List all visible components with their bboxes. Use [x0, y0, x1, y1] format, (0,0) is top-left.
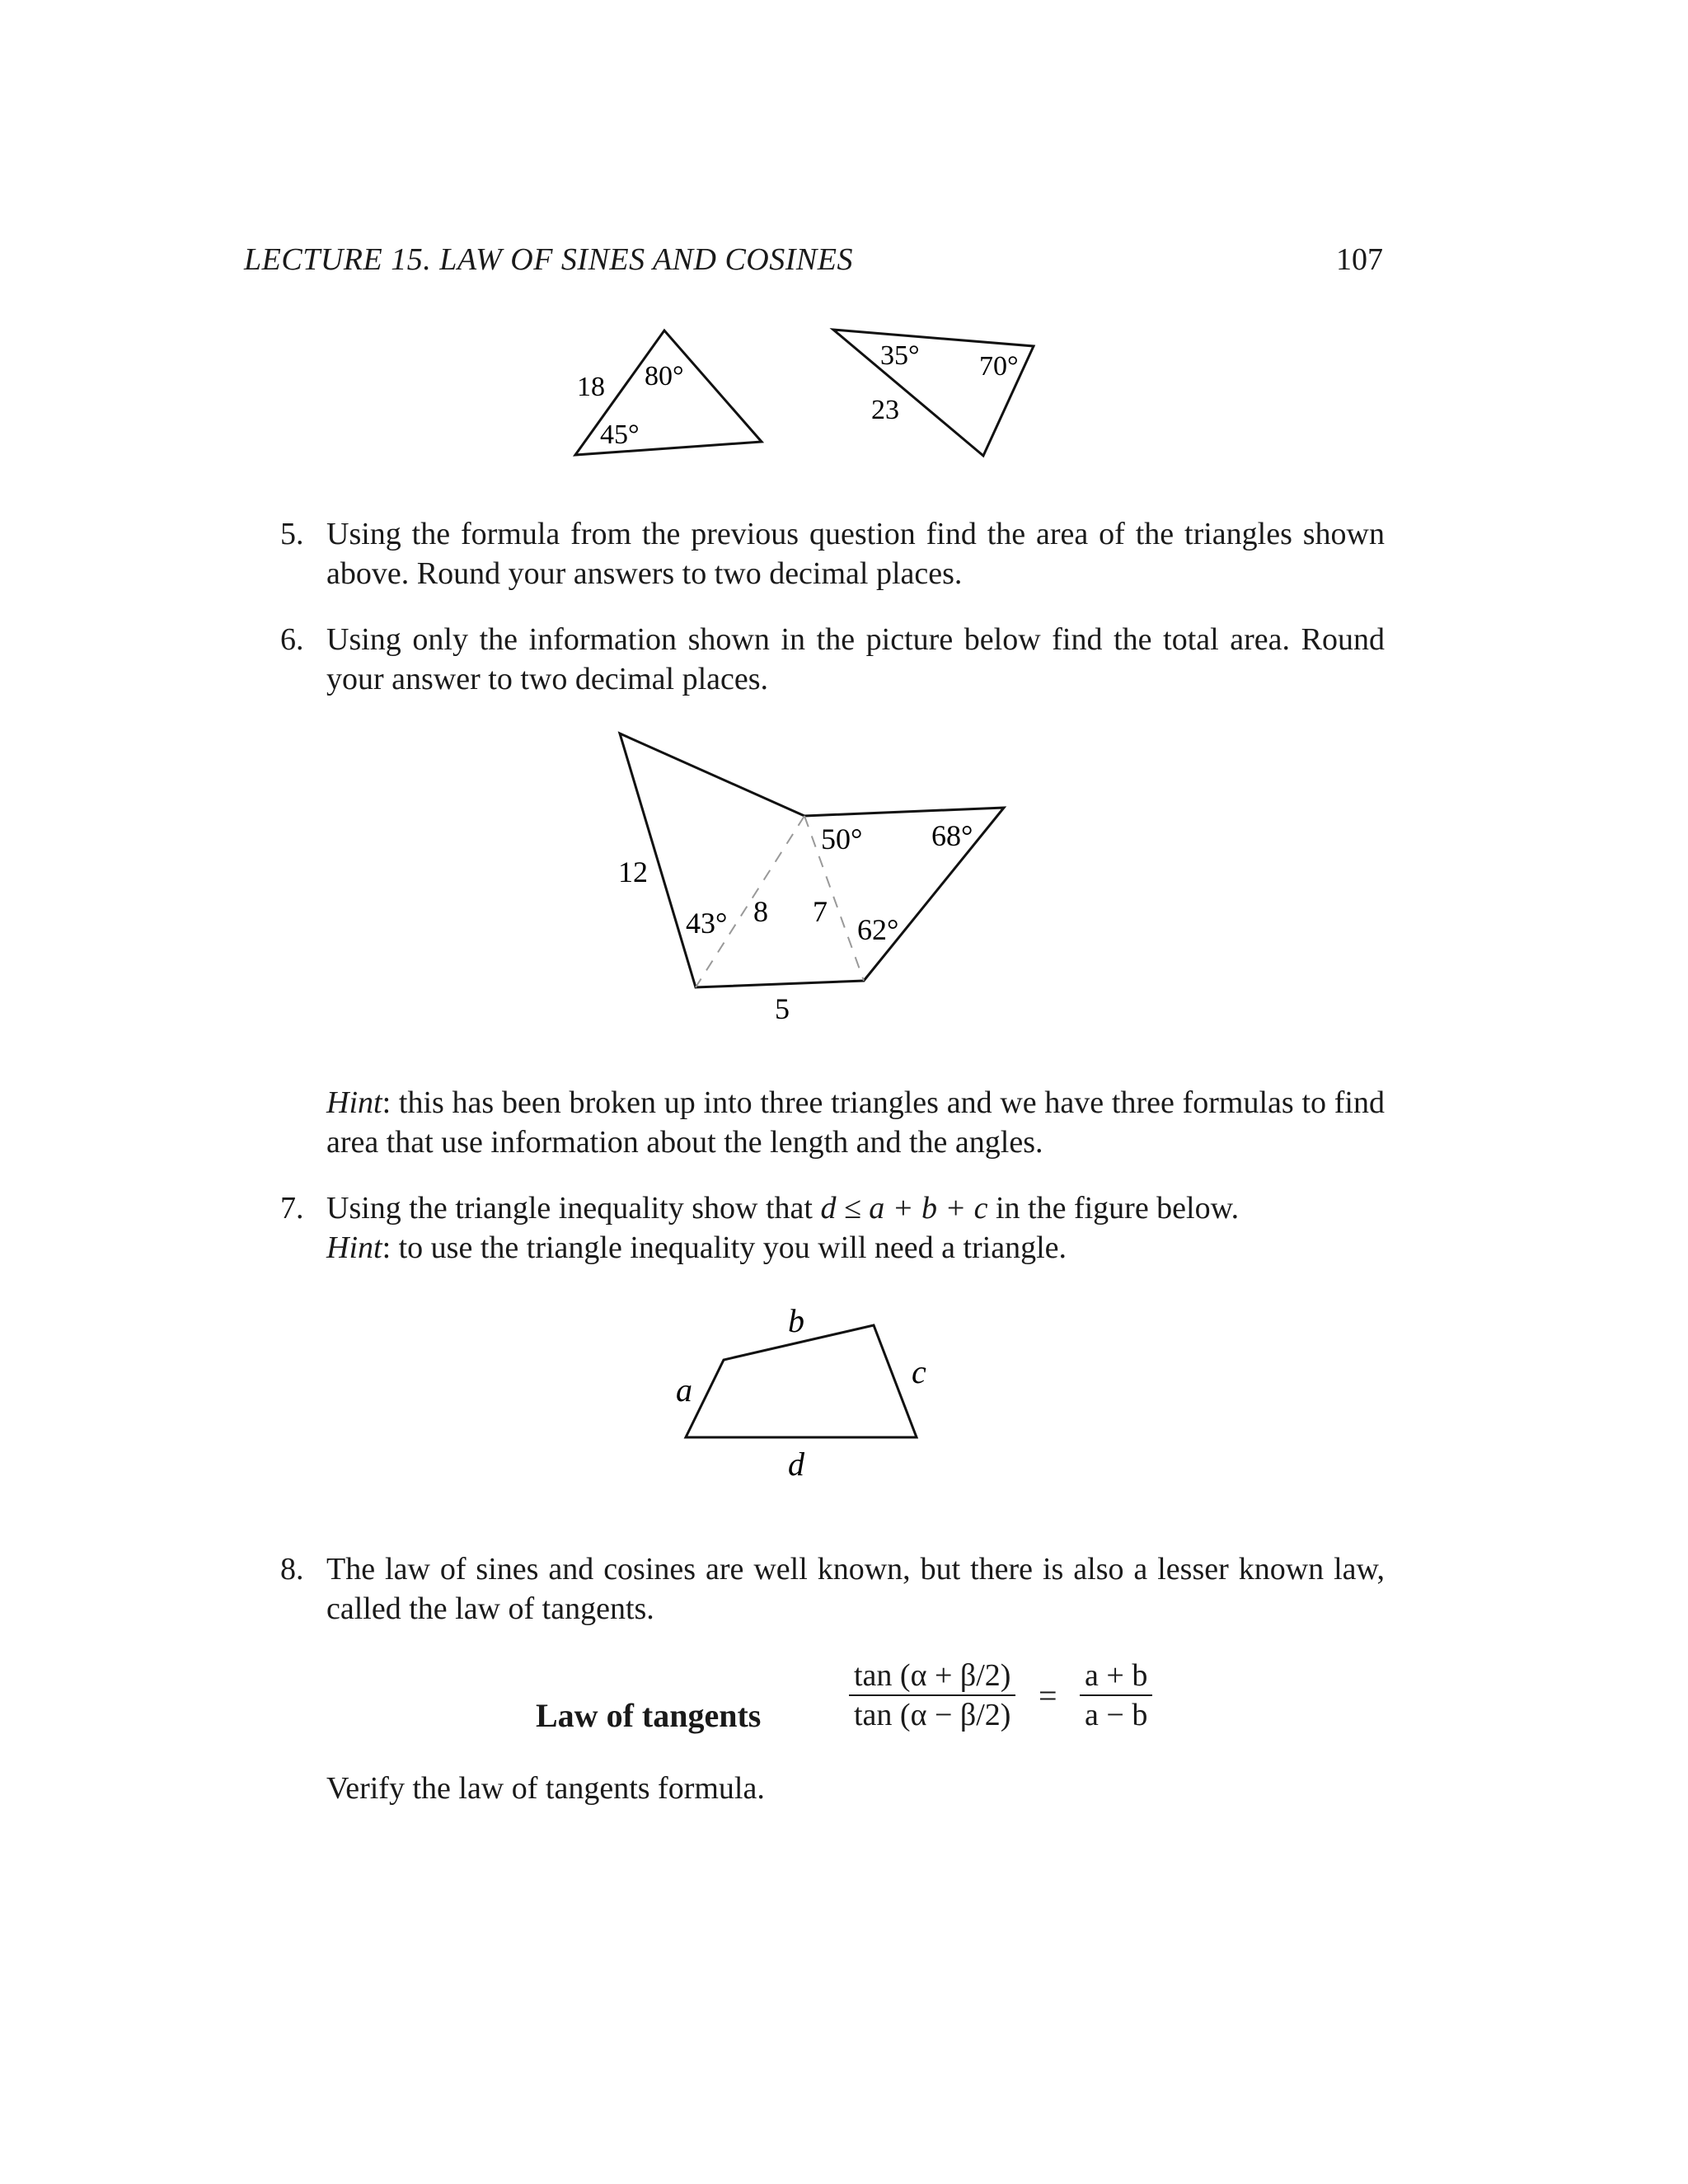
- problem-6: [280, 620, 1385, 699]
- formula-rhs-numerator: a + b: [1080, 1657, 1152, 1696]
- right-triangle-angle-left: 35°: [880, 340, 920, 371]
- angle-62: 62°: [857, 913, 899, 946]
- quadrilateral-figure: [0, 1294, 1688, 1508]
- quadrilateral-outline: [686, 1325, 917, 1437]
- problem-text: [326, 1188, 1385, 1268]
- label-c: c: [912, 1353, 926, 1390]
- hint-text: : this has been broken up into three triangles and we have three formulas to find area that use information about the length and the angles.: [326, 1085, 1385, 1160]
- verify-instruction: Verify the law of tangents formula.: [326, 1771, 765, 1806]
- hint-text: : to use the triangle inequality you will need a triangle.: [382, 1230, 1067, 1265]
- right-triangle-angle-right: 70°: [979, 351, 1019, 382]
- triangles-figure: [0, 0, 1688, 494]
- formula-rhs-fraction: [1080, 1657, 1152, 1734]
- angle-68: 68°: [931, 819, 973, 852]
- problem-text: Using the formula from the previous question find the area of the triangles shown above. Round your answers to two decimal places.: [326, 517, 1385, 591]
- problem-number: 6.: [280, 622, 304, 657]
- left-triangle-side: 18: [577, 372, 605, 402]
- diagonal-label-8: 8: [753, 895, 768, 928]
- page-number: 107: [1336, 242, 1383, 277]
- pentagon-outline: [620, 733, 1004, 987]
- formula-lhs-numerator: tan (α + β/2): [849, 1657, 1015, 1696]
- problem-7-text-before: Using the triangle inequality show that: [326, 1191, 821, 1226]
- right-triangle: [833, 330, 1034, 456]
- hint-label: Hint: [326, 1230, 382, 1265]
- formula-equals: =: [1038, 1676, 1057, 1714]
- diagonal-label-7: 7: [813, 895, 828, 928]
- problem-number: 7.: [280, 1191, 304, 1226]
- pentagon-figure: [0, 709, 1688, 1063]
- formula-rhs-denominator: a − b: [1085, 1698, 1148, 1732]
- problem-8: [280, 1549, 1385, 1629]
- problem-5: [280, 514, 1385, 593]
- inequality: d ≤ a + b + c: [820, 1191, 988, 1226]
- hint-label: Hint: [326, 1085, 382, 1120]
- left-triangle-angle-bottom: 45°: [600, 419, 640, 450]
- problem-7: [280, 1188, 1385, 1268]
- label-b: b: [788, 1302, 804, 1339]
- left-triangle-angle-top: 80°: [645, 361, 684, 391]
- law-of-tangents-label: Law of tangents: [536, 1697, 762, 1734]
- right-triangle-side: 23: [871, 395, 899, 425]
- pentagon-side-12: 12: [618, 855, 648, 888]
- angle-43: 43°: [686, 907, 728, 940]
- formula-lhs-fraction: [849, 1657, 1015, 1734]
- diagonal-8: [696, 816, 804, 987]
- running-title: LECTURE 15. LAW OF SINES AND COSINES: [244, 242, 853, 277]
- problem-text: Using only the information shown in the picture below find the total area. Round your answer to two decimal places.: [326, 622, 1385, 696]
- problem-6-hint: [326, 1083, 1385, 1162]
- law-of-tangents-formula: [849, 1657, 1152, 1734]
- pentagon-side-5: 5: [775, 992, 790, 1025]
- problem-7-text-after: in the figure below.: [987, 1191, 1240, 1226]
- label-a: a: [676, 1371, 692, 1408]
- problem-text: The law of sines and cosines are well known, but there is also a lesser known law, called the law of tangents.: [326, 1552, 1385, 1626]
- formula-lhs-denominator: tan (α − β/2): [854, 1698, 1011, 1732]
- problem-number: 5.: [280, 517, 304, 551]
- angle-50: 50°: [821, 823, 863, 855]
- problem-number: 8.: [280, 1552, 304, 1586]
- label-d: d: [788, 1446, 804, 1483]
